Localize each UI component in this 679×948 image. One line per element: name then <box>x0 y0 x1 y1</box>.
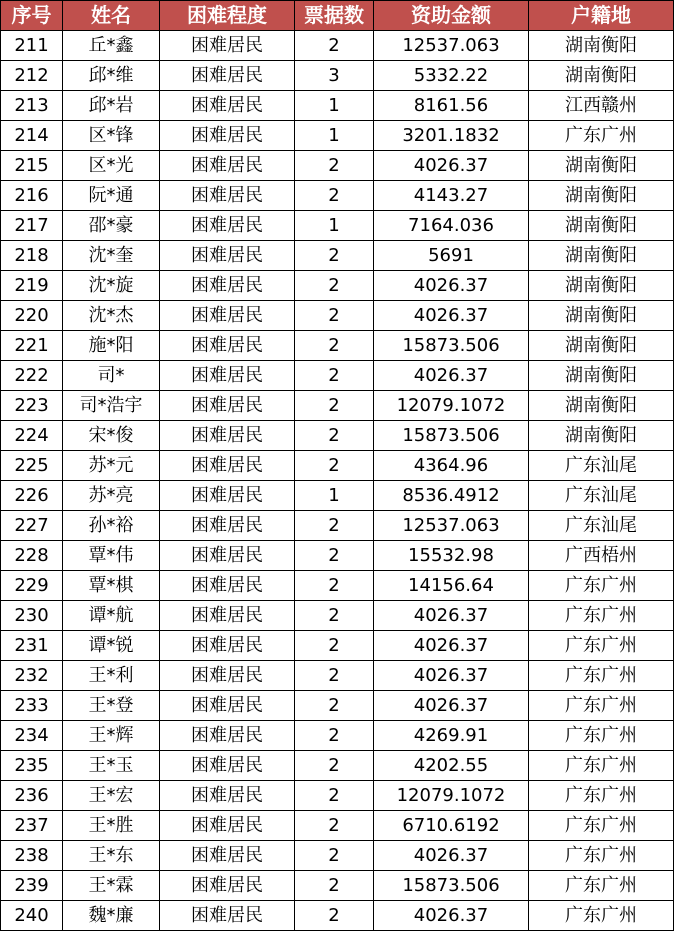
cell-receipt-count: 2 <box>295 901 374 931</box>
table-row <box>1 901 674 931</box>
table-body <box>1 31 674 931</box>
cell-name: 王*利 <box>63 661 160 691</box>
cell-household: 广东广州 <box>529 691 674 721</box>
cell-household: 湖南衡阳 <box>529 421 674 451</box>
header-index: 序号 <box>1 1 63 31</box>
cell-receipt-count: 2 <box>295 391 374 421</box>
cell-amount: 4143.27 <box>374 181 529 211</box>
cell-receipt-count: 2 <box>295 31 374 61</box>
cell-amount: 15532.98 <box>374 541 529 571</box>
cell-household: 广东广州 <box>529 601 674 631</box>
cell-index: 211 <box>1 31 63 61</box>
cell-household: 广东广州 <box>529 901 674 931</box>
cell-household: 广东汕尾 <box>529 481 674 511</box>
table-row <box>1 211 674 241</box>
cell-difficulty: 困难居民 <box>160 61 295 91</box>
cell-name: 苏*亮 <box>63 481 160 511</box>
cell-amount: 8161.56 <box>374 91 529 121</box>
cell-household: 广东广州 <box>529 841 674 871</box>
cell-amount: 4026.37 <box>374 361 529 391</box>
cell-name: 王*登 <box>63 691 160 721</box>
cell-receipt-count: 2 <box>295 451 374 481</box>
cell-name: 谭*航 <box>63 601 160 631</box>
cell-index: 216 <box>1 181 63 211</box>
cell-receipt-count: 2 <box>295 331 374 361</box>
table-row <box>1 571 674 601</box>
table-row <box>1 331 674 361</box>
cell-difficulty: 困难居民 <box>160 511 295 541</box>
cell-name: 邱*岩 <box>63 91 160 121</box>
table-header <box>1 1 674 31</box>
cell-name: 孙*裕 <box>63 511 160 541</box>
cell-difficulty: 困难居民 <box>160 721 295 751</box>
cell-name: 丘*鑫 <box>63 31 160 61</box>
table-row <box>1 661 674 691</box>
cell-index: 222 <box>1 361 63 391</box>
cell-amount: 4026.37 <box>374 901 529 931</box>
cell-household: 江西赣州 <box>529 91 674 121</box>
cell-amount: 8536.4912 <box>374 481 529 511</box>
cell-amount: 7164.036 <box>374 211 529 241</box>
table-row <box>1 31 674 61</box>
table-row <box>1 511 674 541</box>
header-household: 户籍地 <box>529 1 674 31</box>
cell-household: 广东广州 <box>529 751 674 781</box>
header-difficulty: 困难程度 <box>160 1 295 31</box>
cell-difficulty: 困难居民 <box>160 661 295 691</box>
cell-name: 王*东 <box>63 841 160 871</box>
table-row <box>1 391 674 421</box>
cell-amount: 4364.96 <box>374 451 529 481</box>
cell-amount: 12079.1072 <box>374 391 529 421</box>
cell-difficulty: 困难居民 <box>160 361 295 391</box>
cell-difficulty: 困难居民 <box>160 751 295 781</box>
cell-index: 238 <box>1 841 63 871</box>
cell-receipt-count: 2 <box>295 181 374 211</box>
cell-receipt-count: 2 <box>295 421 374 451</box>
table-row <box>1 361 674 391</box>
cell-difficulty: 困难居民 <box>160 481 295 511</box>
cell-name: 王*宏 <box>63 781 160 811</box>
table-row <box>1 151 674 181</box>
cell-household: 湖南衡阳 <box>529 271 674 301</box>
cell-index: 240 <box>1 901 63 931</box>
cell-difficulty: 困难居民 <box>160 691 295 721</box>
cell-amount: 15873.506 <box>374 421 529 451</box>
cell-household: 广东广州 <box>529 661 674 691</box>
cell-receipt-count: 2 <box>295 811 374 841</box>
cell-index: 239 <box>1 871 63 901</box>
cell-name: 沈*杰 <box>63 301 160 331</box>
cell-name: 覃*棋 <box>63 571 160 601</box>
cell-index: 232 <box>1 661 63 691</box>
cell-amount: 4026.37 <box>374 271 529 301</box>
cell-name: 区*锋 <box>63 121 160 151</box>
cell-difficulty: 困难居民 <box>160 241 295 271</box>
cell-receipt-count: 2 <box>295 871 374 901</box>
cell-receipt-count: 2 <box>295 541 374 571</box>
cell-household: 广东广州 <box>529 871 674 901</box>
cell-name: 司* <box>63 361 160 391</box>
table-row <box>1 601 674 631</box>
cell-index: 234 <box>1 721 63 751</box>
cell-receipt-count: 2 <box>295 661 374 691</box>
cell-name: 魏*廉 <box>63 901 160 931</box>
cell-index: 237 <box>1 811 63 841</box>
cell-index: 219 <box>1 271 63 301</box>
cell-amount: 4026.37 <box>374 841 529 871</box>
cell-household: 广东广州 <box>529 721 674 751</box>
cell-receipt-count: 2 <box>295 721 374 751</box>
cell-index: 226 <box>1 481 63 511</box>
cell-household: 湖南衡阳 <box>529 361 674 391</box>
cell-difficulty: 困难居民 <box>160 451 295 481</box>
cell-receipt-count: 2 <box>295 631 374 661</box>
cell-index: 221 <box>1 331 63 361</box>
cell-name: 区*光 <box>63 151 160 181</box>
cell-name: 谭*锐 <box>63 631 160 661</box>
table-row <box>1 451 674 481</box>
cell-household: 广东广州 <box>529 781 674 811</box>
cell-amount: 4026.37 <box>374 631 529 661</box>
cell-index: 225 <box>1 451 63 481</box>
table-row <box>1 91 674 121</box>
cell-receipt-count: 2 <box>295 751 374 781</box>
cell-difficulty: 困难居民 <box>160 871 295 901</box>
cell-difficulty: 困难居民 <box>160 91 295 121</box>
cell-name: 王*胜 <box>63 811 160 841</box>
cell-index: 228 <box>1 541 63 571</box>
cell-name: 阮*通 <box>63 181 160 211</box>
cell-receipt-count: 1 <box>295 211 374 241</box>
cell-amount: 15873.506 <box>374 331 529 361</box>
cell-amount: 3201.1832 <box>374 121 529 151</box>
cell-difficulty: 困难居民 <box>160 271 295 301</box>
cell-household: 湖南衡阳 <box>529 301 674 331</box>
cell-household: 湖南衡阳 <box>529 181 674 211</box>
table-row <box>1 631 674 661</box>
cell-receipt-count: 2 <box>295 781 374 811</box>
cell-difficulty: 困难居民 <box>160 31 295 61</box>
cell-amount: 5332.22 <box>374 61 529 91</box>
table-row <box>1 541 674 571</box>
cell-household: 广西梧州 <box>529 541 674 571</box>
table-row <box>1 481 674 511</box>
cell-household: 湖南衡阳 <box>529 151 674 181</box>
cell-index: 213 <box>1 91 63 121</box>
cell-name: 宋*俊 <box>63 421 160 451</box>
cell-household: 湖南衡阳 <box>529 31 674 61</box>
cell-amount: 4026.37 <box>374 151 529 181</box>
table-row <box>1 241 674 271</box>
table-row <box>1 721 674 751</box>
cell-difficulty: 困难居民 <box>160 811 295 841</box>
cell-difficulty: 困难居民 <box>160 151 295 181</box>
cell-index: 231 <box>1 631 63 661</box>
cell-amount: 4026.37 <box>374 691 529 721</box>
cell-name: 邵*豪 <box>63 211 160 241</box>
cell-index: 233 <box>1 691 63 721</box>
cell-index: 227 <box>1 511 63 541</box>
cell-household: 广东汕尾 <box>529 451 674 481</box>
table-row <box>1 121 674 151</box>
cell-name: 沈*旋 <box>63 271 160 301</box>
cell-name: 邱*维 <box>63 61 160 91</box>
cell-difficulty: 困难居民 <box>160 391 295 421</box>
cell-household: 湖南衡阳 <box>529 61 674 91</box>
cell-amount: 5691 <box>374 241 529 271</box>
cell-amount: 4026.37 <box>374 661 529 691</box>
cell-name: 苏*元 <box>63 451 160 481</box>
cell-household: 广东汕尾 <box>529 511 674 541</box>
cell-amount: 6710.6192 <box>374 811 529 841</box>
cell-receipt-count: 1 <box>295 91 374 121</box>
cell-amount: 14156.64 <box>374 571 529 601</box>
cell-difficulty: 困难居民 <box>160 841 295 871</box>
cell-name: 沈*奎 <box>63 241 160 271</box>
cell-receipt-count: 1 <box>295 481 374 511</box>
cell-receipt-count: 2 <box>295 601 374 631</box>
cell-difficulty: 困难居民 <box>160 331 295 361</box>
header-receipt-count: 票据数 <box>295 1 374 31</box>
cell-household: 广东广州 <box>529 571 674 601</box>
table-row <box>1 271 674 301</box>
table-row <box>1 781 674 811</box>
cell-index: 214 <box>1 121 63 151</box>
cell-difficulty: 困难居民 <box>160 541 295 571</box>
cell-household: 广东广州 <box>529 811 674 841</box>
cell-index: 217 <box>1 211 63 241</box>
cell-household: 广东广州 <box>529 631 674 661</box>
cell-index: 215 <box>1 151 63 181</box>
cell-household: 湖南衡阳 <box>529 211 674 241</box>
cell-difficulty: 困难居民 <box>160 781 295 811</box>
cell-receipt-count: 2 <box>295 571 374 601</box>
cell-amount: 4026.37 <box>374 601 529 631</box>
cell-index: 223 <box>1 391 63 421</box>
cell-difficulty: 困难居民 <box>160 421 295 451</box>
cell-index: 229 <box>1 571 63 601</box>
table-row <box>1 421 674 451</box>
cell-name: 覃*伟 <box>63 541 160 571</box>
table-row <box>1 181 674 211</box>
cell-difficulty: 困难居民 <box>160 211 295 241</box>
cell-index: 218 <box>1 241 63 271</box>
cell-amount: 15873.506 <box>374 871 529 901</box>
header-row <box>1 1 674 31</box>
cell-amount: 12537.063 <box>374 511 529 541</box>
cell-amount: 12079.1072 <box>374 781 529 811</box>
cell-household: 湖南衡阳 <box>529 331 674 361</box>
cell-name: 王*辉 <box>63 721 160 751</box>
cell-receipt-count: 2 <box>295 271 374 301</box>
cell-difficulty: 困难居民 <box>160 601 295 631</box>
table-row <box>1 751 674 781</box>
cell-index: 236 <box>1 781 63 811</box>
cell-receipt-count: 2 <box>295 361 374 391</box>
cell-household: 广东广州 <box>529 121 674 151</box>
cell-index: 220 <box>1 301 63 331</box>
cell-receipt-count: 2 <box>295 511 374 541</box>
cell-difficulty: 困难居民 <box>160 901 295 931</box>
cell-name: 王*玉 <box>63 751 160 781</box>
cell-name: 王*霖 <box>63 871 160 901</box>
cell-index: 230 <box>1 601 63 631</box>
cell-receipt-count: 2 <box>295 151 374 181</box>
cell-difficulty: 困难居民 <box>160 301 295 331</box>
cell-receipt-count: 2 <box>295 841 374 871</box>
cell-receipt-count: 2 <box>295 301 374 331</box>
cell-name: 施*阳 <box>63 331 160 361</box>
cell-difficulty: 困难居民 <box>160 181 295 211</box>
cell-amount: 4269.91 <box>374 721 529 751</box>
cell-household: 湖南衡阳 <box>529 391 674 421</box>
cell-receipt-count: 2 <box>295 691 374 721</box>
table-row <box>1 871 674 901</box>
cell-receipt-count: 3 <box>295 61 374 91</box>
cell-household: 湖南衡阳 <box>529 241 674 271</box>
header-amount: 资助金额 <box>374 1 529 31</box>
cell-receipt-count: 1 <box>295 121 374 151</box>
cell-amount: 4202.55 <box>374 751 529 781</box>
header-name: 姓名 <box>63 1 160 31</box>
table-row <box>1 841 674 871</box>
cell-difficulty: 困难居民 <box>160 121 295 151</box>
cell-difficulty: 困难居民 <box>160 571 295 601</box>
table-row <box>1 811 674 841</box>
cell-index: 224 <box>1 421 63 451</box>
cell-amount: 12537.063 <box>374 31 529 61</box>
table-row <box>1 61 674 91</box>
cell-receipt-count: 2 <box>295 241 374 271</box>
cell-index: 235 <box>1 751 63 781</box>
cell-amount: 4026.37 <box>374 301 529 331</box>
table-row <box>1 691 674 721</box>
cell-index: 212 <box>1 61 63 91</box>
cell-difficulty: 困难居民 <box>160 631 295 661</box>
table-row <box>1 301 674 331</box>
cell-name: 司*浩宇 <box>63 391 160 421</box>
